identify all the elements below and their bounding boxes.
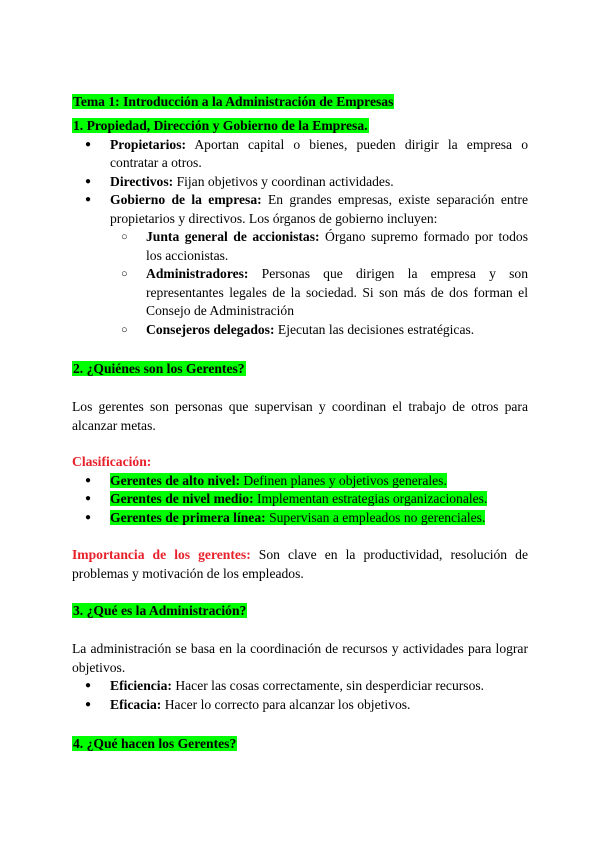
list-item: ● Gobierno de la empresa: En grandes empresas, existe separación entre propietarios y directivos. Los órganos de gobierno incluyen: (72, 191, 528, 228)
section-3-heading-block (72, 602, 528, 621)
section-2-heading: 2. ¿Quiénes son los Gerentes? (73, 361, 245, 376)
list-item: ● Gerentes de nivel medio: Implementan estrategias organizacionales. (72, 490, 528, 509)
list-item: ○ Administradores: Personas que dirigen la empresa y son representantes legales de la sociedad. Si son más de dos forman el Consejo de Administración (108, 265, 528, 321)
list-item: ○ Junta general de accionistas: Órgano supremo formado por todos los accionistas. (108, 228, 528, 265)
section-4-heading: 4. ¿Qué hacen los Gerentes? (73, 736, 237, 751)
section-1-heading: 1. Propiedad, Dirección y Gobierno de la Empresa. (73, 118, 368, 133)
section-4-heading-block (72, 735, 528, 754)
classification-list (72, 472, 528, 528)
list-item: ● Eficacia: Hacer lo correcto para alcanzar los objetivos. (72, 696, 528, 715)
section-3-heading: 3. ¿Qué es la Administración? (73, 603, 247, 618)
list-item: ● Directivos: Fijan objetivos y coordinan actividades. (72, 173, 528, 192)
section-2-intro: Los gerentes son personas que supervisan y coordinan el trabajo de otros para alcanzar metas. (72, 399, 528, 433)
list-item: ● Propietarios: Aportan capital o bienes, pueden dirigir la empresa o contratar a otros. (72, 136, 528, 173)
list-item: ● Eficiencia: Hacer las cosas correctamente, sin desperdiciar recursos. (72, 677, 528, 696)
classification-label: Clasificación: (72, 454, 152, 469)
section-1-sublist (72, 228, 528, 339)
section-1 (72, 117, 528, 339)
importance-text: Son clave en la productividad, resolución de problemas y motivación de los empleados. (72, 547, 528, 581)
section-2-heading-block (72, 360, 528, 379)
section-3-list (72, 677, 528, 714)
list-item: ● Gerentes de primera línea: Supervisan a empleados no gerenciales. (72, 509, 528, 528)
document-title: Tema 1: Introducción a la Administración de Empresas (73, 94, 394, 109)
section-1-list (72, 136, 528, 229)
section-3-intro: La administración se basa en la coordinación de recursos y actividades para lograr objetivos. (72, 641, 528, 675)
list-item: ○ Consejeros delegados: Ejecutan las decisiones estratégicas. (108, 321, 528, 340)
importance-paragraph (72, 546, 528, 583)
document-title-block (72, 93, 528, 112)
list-item: ● Gerentes de alto nivel: Definen planes y objetivos generales. (72, 472, 528, 491)
section-3-body (72, 640, 528, 714)
classification-block (72, 453, 528, 527)
importance-label: Importancia de los gerentes: (72, 547, 251, 562)
